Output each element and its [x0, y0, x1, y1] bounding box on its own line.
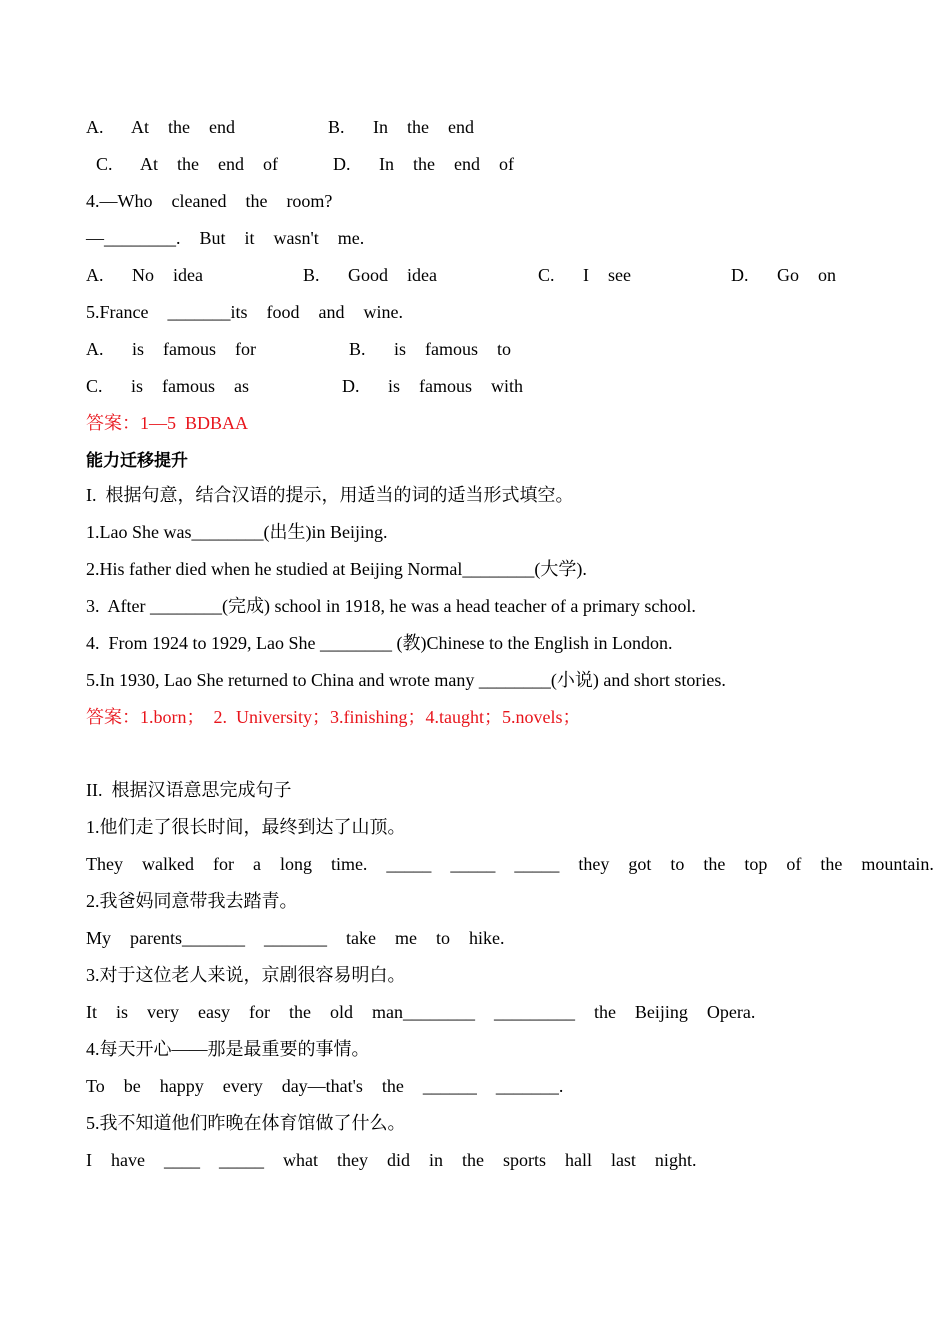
q4-option-c: C. I see	[538, 265, 631, 285]
part1-item: 3. After ________(完成) school in 1918, he was a head teacher of a primary school.	[86, 596, 696, 616]
part1-item: 2.His father died when he studied at Beijing Normal________(大学).	[86, 559, 587, 579]
q3-option-a: A. At the end	[86, 117, 235, 137]
part2-item-english: My parents_______ _______ take me to hike.	[86, 928, 505, 948]
part2-instruction: II. 根据汉语意思完成句子	[86, 780, 292, 800]
part2-item-chinese: 3.对于这位老人来说，京剧很容易明白。	[86, 965, 406, 985]
part2-item-english: It is very easy for the old man________ _________ the Beijing Opera.	[86, 1002, 756, 1022]
q4-option-d: D. Go on	[731, 265, 836, 285]
q5-option-a: A. is famous for	[86, 339, 256, 359]
part1-item: 4. From 1924 to 1929, Lao She ________ (教)Chinese to the English in London.	[86, 633, 673, 653]
answer-key-2: 答案：1.born； 2. University；3.finishing；4.taught；5.novels；	[86, 707, 581, 727]
part1-item: 5.In 1930, Lao She returned to China and wrote many ________(小说) and short stories.	[86, 670, 726, 690]
q4-option-a: A. No idea	[86, 265, 203, 285]
q5-question: 5.France _______its food and wine.	[86, 302, 403, 322]
q5-option-d: D. is famous with	[342, 376, 523, 396]
q3-option-c: C. At the end of	[96, 154, 278, 174]
part2-item-chinese: 5.我不知道他们昨晚在体育馆做了什么。	[86, 1113, 406, 1133]
part2-item-english: I have ____ _____ what they did in the sports hall last night.	[86, 1150, 697, 1170]
part2-item-chinese: 1.他们走了很长时间，最终到达了山顶。	[86, 817, 406, 837]
part2-item-chinese: 2.我爸妈同意带我去踏青。	[86, 891, 298, 911]
q5-option-b: B. is famous to	[349, 339, 512, 359]
q5-option-c: C. is famous as	[86, 376, 249, 396]
q4-option-b: B. Good idea	[303, 265, 437, 285]
part1-instruction: I. 根据句意，结合汉语的提示，用适当的词的适当形式填空。	[86, 485, 574, 505]
part2-item-english: To be happy every day—that's the ______ _______.	[86, 1076, 564, 1096]
section-title: 能力迁移提升	[86, 451, 188, 471]
answer-key-1: 答案：1—5 BDBAA	[86, 413, 249, 433]
q4-question: 4.—Who cleaned the room?	[86, 191, 333, 211]
q3-option-d: D. In the end of	[333, 154, 514, 174]
q3-option-b: B. In the end	[328, 117, 474, 137]
q4-reply: —________. But it wasn't me.	[86, 228, 365, 248]
part1-item: 1.Lao She was________(出生)in Beijing.	[86, 522, 388, 542]
part2-item-chinese: 4.每天开心——那是最重要的事情。	[86, 1039, 370, 1059]
part2-item-english: They walked for a long time. _____ _____ _____ they got to the top of the mountain.	[86, 854, 934, 874]
